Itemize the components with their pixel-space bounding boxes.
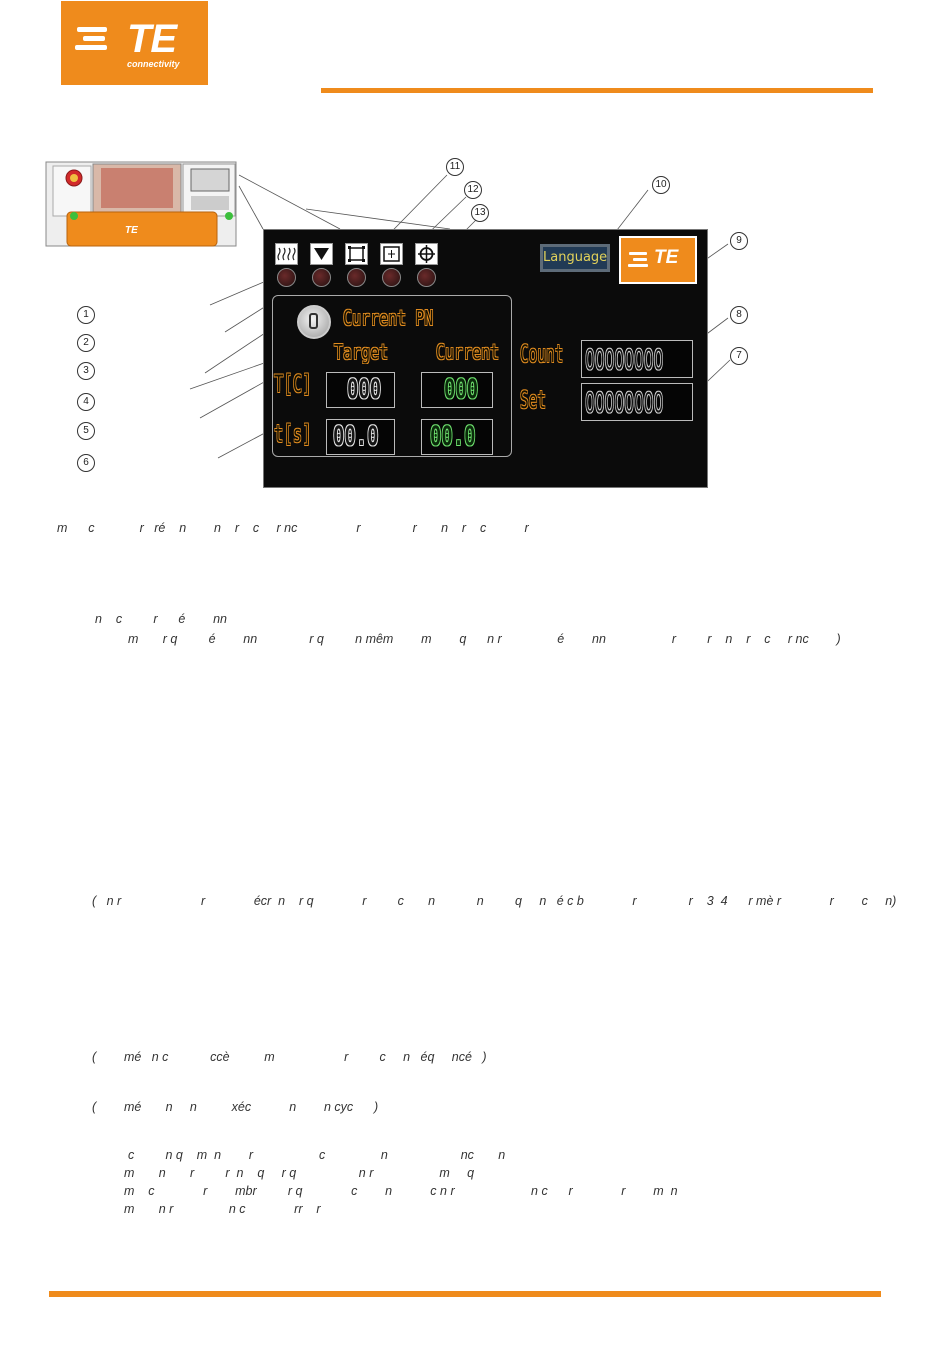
callout-1: 1 — [77, 306, 95, 324]
heater-button[interactable] — [275, 243, 298, 265]
list-line: c n q m n r c n nc n — [128, 1148, 506, 1162]
logo-text: TE — [127, 17, 177, 61]
count-field — [581, 340, 693, 378]
callout-2: 2 — [77, 334, 95, 352]
target-button[interactable] — [415, 243, 438, 265]
press-button[interactable] — [310, 243, 333, 265]
expand-frame-icon — [381, 244, 402, 264]
logo-subtext: connectivity — [127, 59, 180, 69]
temperature-label: T[C] — [274, 370, 312, 398]
callout-10: 10 — [652, 176, 670, 194]
heater-indicator-led — [277, 268, 296, 287]
section-heading: n c r é nn — [95, 612, 227, 626]
target-time-field[interactable] — [326, 419, 395, 455]
current-label: Current — [436, 340, 500, 364]
set-label: Set — [520, 386, 547, 414]
callout-9: 9 — [730, 232, 748, 250]
count-value: 00000000 — [585, 343, 664, 376]
current-temperature-field — [421, 372, 493, 408]
set-field[interactable] — [581, 383, 693, 421]
count-label: Count — [520, 340, 564, 368]
frame-indicator-led — [347, 268, 366, 287]
target-label: Target — [334, 340, 389, 364]
svg-text:TE: TE — [125, 225, 138, 236]
target-temperature-value: 000 — [347, 374, 382, 405]
note-line: ( mé n n xéc n n cyc ) — [92, 1100, 379, 1114]
heat-icon — [276, 244, 297, 264]
panel-logo-text: TE — [654, 247, 679, 268]
callout-13: 13 — [471, 204, 489, 222]
expand-indicator-led — [382, 268, 401, 287]
footer-rule — [49, 1291, 881, 1297]
time-label: t[s] — [274, 420, 312, 448]
callout-8: 8 — [730, 306, 748, 324]
current-time-value: 00.0 — [430, 421, 476, 452]
callout-11: 11 — [446, 158, 464, 176]
press-indicator-led — [312, 268, 331, 287]
current-temperature-value: 000 — [444, 374, 479, 405]
list-line: m n r n c rr r — [124, 1202, 321, 1216]
current-pn-label: Current PN — [343, 306, 434, 330]
list-line: m n r r n q r q n r m q — [124, 1166, 475, 1180]
paragraph-line: m r q é nn r q n mêm m q n r é nn r r n r c r nc ) — [128, 632, 841, 646]
callout-7: 7 — [730, 347, 748, 365]
frame-icon — [346, 244, 367, 264]
key-switch-icon[interactable] — [297, 305, 331, 339]
language-button[interactable]: Language — [540, 244, 610, 272]
callout-12: 12 — [464, 181, 482, 199]
callout-4: 4 — [77, 393, 95, 411]
expand-button[interactable] — [380, 243, 403, 265]
frame-button[interactable] — [345, 243, 368, 265]
callout-5: 5 — [77, 422, 95, 440]
target-indicator-led — [417, 268, 436, 287]
control-panel — [263, 229, 708, 488]
caption-line: m c r ré n n r c r nc r r n r c r — [57, 521, 529, 535]
callout-3: 3 — [77, 362, 95, 380]
press-down-icon — [311, 244, 332, 264]
target-time-value: 00.0 — [333, 421, 379, 452]
crosshair-icon — [416, 244, 437, 264]
callout-6: 6 — [77, 454, 95, 472]
note-line: ( mé n c ccè m r c n éq ncé ) — [92, 1050, 487, 1064]
panel-te-logo — [619, 236, 697, 284]
list-line: m c r mbr r q c n c n r n c r r m n — [124, 1184, 678, 1198]
set-value: 00000000 — [585, 386, 664, 419]
current-time-field — [421, 419, 493, 455]
note-line: ( n r r écr n r q r c n n q n é c b r r 3 4 r mè r r c n) — [92, 894, 897, 908]
target-temperature-field[interactable] — [326, 372, 395, 408]
